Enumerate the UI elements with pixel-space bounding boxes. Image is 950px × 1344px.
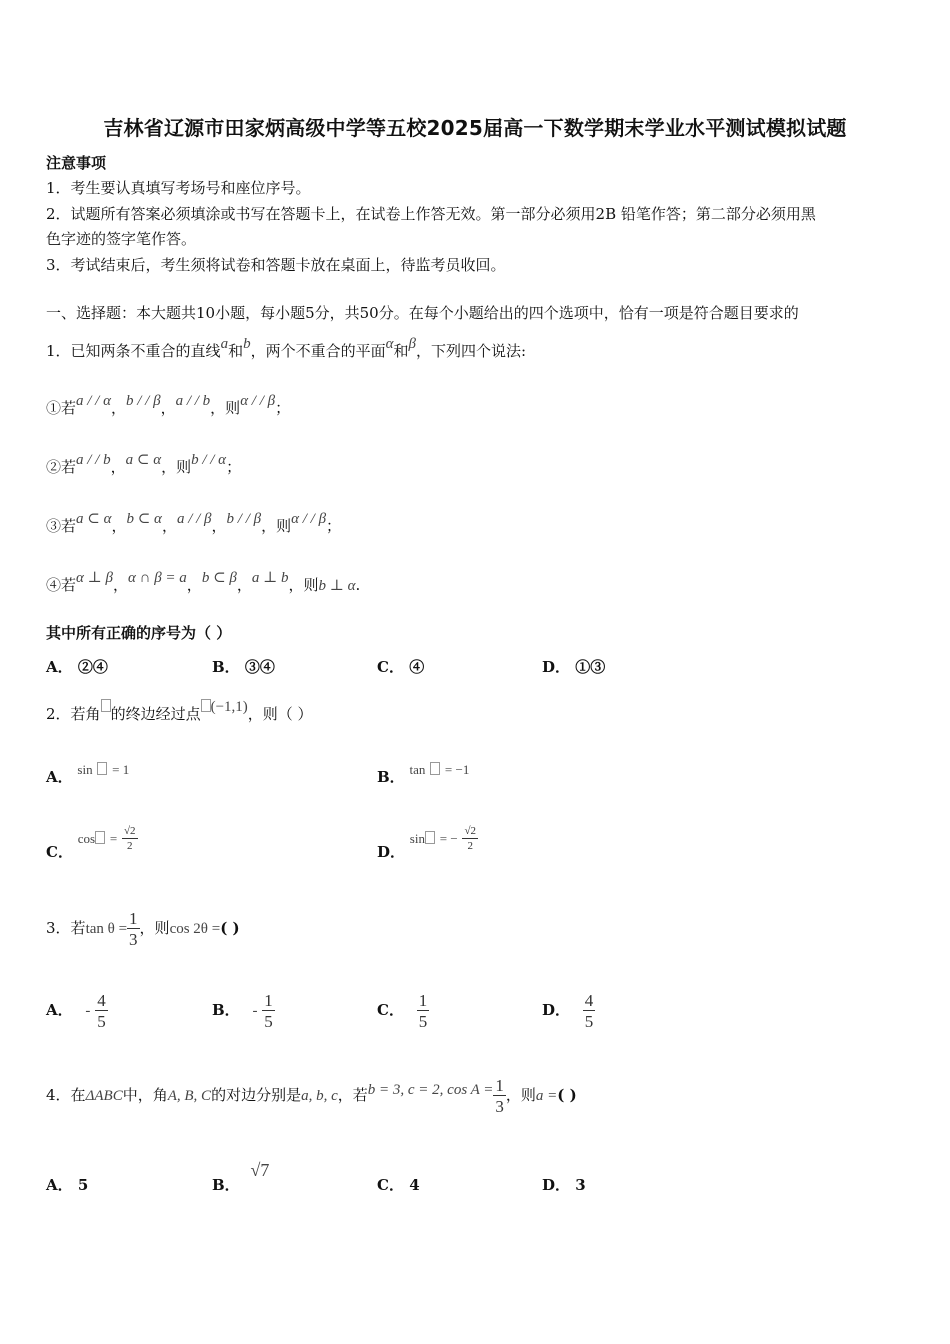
fraction: $\frac{1}{3}$	[129, 909, 138, 949]
option-b[interactable]: B． √7	[212, 1160, 270, 1194]
notice-item: 1．考生要认真填写考场号和座位序号。	[46, 179, 311, 197]
notice-item: 色字迹的签字笔作答。	[46, 230, 197, 248]
notice-item: 3．考试结束后，考生须将试卷和答题卡放在桌面上，待监考员收回。	[46, 256, 506, 274]
option-b[interactable]: B． - $\frac{1}{5}$	[212, 991, 273, 1031]
page-title: 吉林省辽源市田家炳高级中学等五校2025届高一下数学期末学业水平测试模拟试题	[103, 116, 847, 140]
option-d[interactable]: D． ①③	[542, 658, 606, 676]
statement-3: ③若a ⊂ α，b ⊂ α，a / / β，b / / β，则α / / β；	[46, 511, 342, 535]
option-a[interactable]: A． sin = 1	[46, 762, 130, 786]
option-d[interactable]: D． $\frac{4}{5}$	[542, 991, 594, 1031]
option-b[interactable]: B． ③④	[212, 658, 275, 676]
fraction: $\frac{1}{5}$	[264, 991, 273, 1031]
question-2-stem: 2．若角 的终边经过点 (−1,1)，则（ ）	[46, 699, 313, 723]
placeholder-glyph	[201, 699, 211, 712]
question-number: 2．	[46, 705, 71, 723]
option-d[interactable]: D． 3	[542, 1176, 586, 1194]
fraction: $\frac{4}{5}$	[97, 991, 106, 1031]
option-c[interactable]: C． 4	[377, 1176, 420, 1194]
notice-heading: 注意事项	[46, 154, 107, 172]
question-3-stem: 3．若tan θ = $\frac{1}{3}$ ，则cos 2θ =( )	[46, 909, 240, 949]
option-d[interactable]: D． sin = − $\frac{√2}{2}$	[377, 825, 476, 861]
fraction: $\frac{1}{5}$	[418, 991, 428, 1031]
question-number: 3．	[46, 919, 71, 937]
placeholder-glyph	[95, 831, 105, 844]
question-number: 4．	[46, 1086, 71, 1104]
statement-4: ④若α ⊥ β，α ∩ β = a，b ⊂ β，a ⊥ b，则b ⊥ α.	[46, 570, 361, 594]
option-c[interactable]: C． $\frac{1}{5}$	[377, 991, 428, 1031]
option-a[interactable]: A． ②④	[46, 658, 108, 676]
placeholder-glyph	[101, 699, 111, 712]
statement-1: ①若a / / α，b / / β，a / / b，则α / / β；	[46, 393, 291, 417]
question-1-prompt: 其中所有正确的序号为（ ）	[46, 624, 232, 642]
fraction: $\frac{4}{5}$	[584, 991, 594, 1031]
notice-item: 2．试题所有答案必须填涂或书写在答题卡上，在试卷上作答无效。第一部分必须用2B 铅笔作答；第二部分必须用黑	[46, 205, 816, 223]
question-1-stem: 1．已知两条不重合的直线a和b，两个不重合的平面α和β，下列四个说法:	[46, 336, 527, 360]
question-4-stem: 4．在ΔABC中，角A, B, C的对边分别是a, b, c，若b = 3, c = 2, cos A = $\frac{1}{3}$ ，则a =( )	[46, 1076, 577, 1116]
fraction: $\frac{√2}{2}$	[464, 825, 476, 852]
fraction: $\frac{√2}{2}$	[123, 825, 136, 852]
option-c[interactable]: C． cos = $\frac{√2}{2}$	[46, 825, 136, 861]
placeholder-glyph	[97, 762, 107, 775]
fraction: $\frac{1}{3}$	[495, 1076, 504, 1116]
option-a[interactable]: A． - $\frac{4}{5}$	[46, 991, 106, 1031]
option-b[interactable]: B． tan = −1	[377, 762, 470, 786]
placeholder-glyph	[425, 831, 435, 844]
option-c[interactable]: C． ④	[377, 658, 425, 676]
statement-2: ②若a / / b，a ⊂ α，则b / / α；	[46, 452, 242, 476]
placeholder-glyph	[430, 762, 440, 775]
option-a[interactable]: A． 5	[46, 1176, 89, 1194]
question-number: 1．	[46, 342, 71, 360]
section-heading: 一、选择题：本大题共10小题，每小题5分，共50分。在每个小题给出的四个选项中，恰有一项是符合题目要求的	[46, 304, 799, 322]
